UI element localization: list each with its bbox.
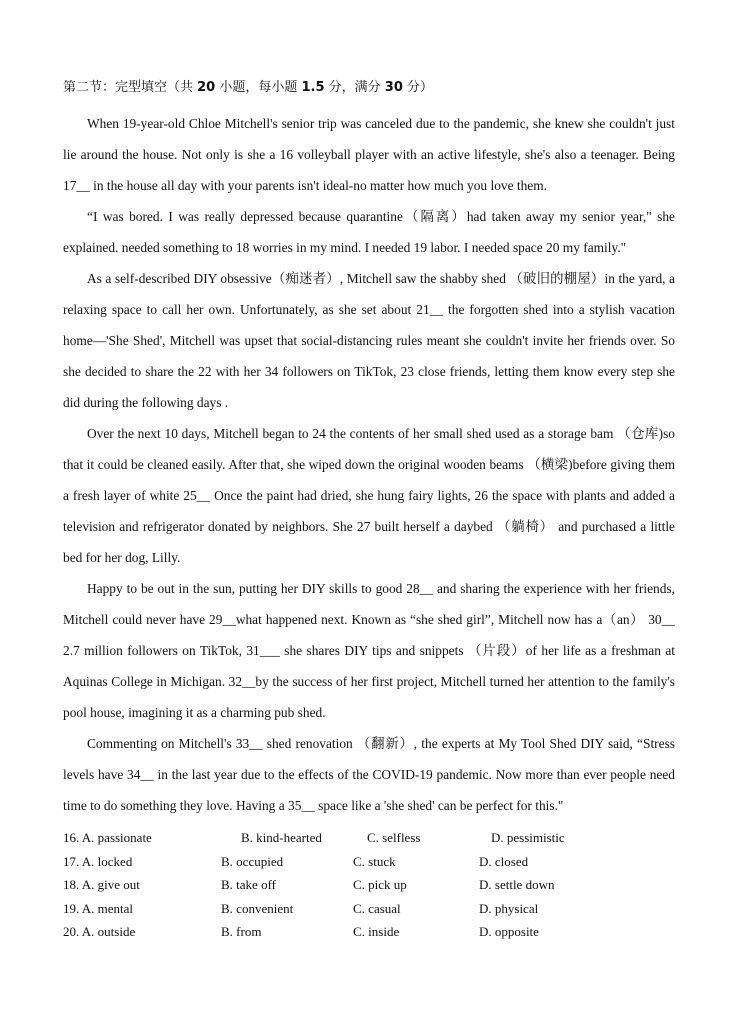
option-d: D. pessimistic [491, 830, 565, 845]
option-d: D. closed [479, 853, 529, 869]
option-b: B. take off [221, 877, 276, 892]
option-d: D. opposite [479, 924, 539, 939]
passage-paragraph-4: Over the next 10 days, Mitchell began to 24 the contents of her small shed used as a storage bam （仓库)so that it could be cleaned easily. After that, she wiped down the original wooden beams （横梁)before giving them a fresh layer of white 25__ Once the paint had dried, she hung fairy lights, 26 the space with plants and added a television and refrigerator donated by neighbors. She 27 built herself a daybed （躺椅） and purchased a little bed for her dog, Lilly. [63, 426, 675, 565]
option-a: 20. A. outside [63, 924, 136, 939]
option-c: C. selfless [367, 830, 421, 845]
option-a: 19. A. mental [63, 900, 134, 916]
option-c: C. stuck [353, 853, 396, 869]
passage-paragraph-3: As a self-described DIY obsessive（痴迷者）, Mitchell saw the shabby shed （破旧的棚屋）in the yard, a relaxing space to call her own. Unfortunately, as she set about 21__ the forgotten shed into a stylish vacation home—'She Shed', Mitchell was upset that social-distancing rules meant she couldn't invite her friends over. So she decided to share the 22 with her 34 followers on TikTok, 23 close friends, letting them know every step she did during the following days . [63, 271, 675, 410]
cloze-section [63, 78, 675, 821]
passage-paragraph-5: Happy to be out in the sun, putting her DIY skills to good 28__ and sharing the experience with her friends, Mitchell could never have 29__what happened next. Known as “she shed girl”, Mitchell now has a（an） 30__ 2.7 million followers on TikTok, 31___ she shares DIY tips and snippets （片段）of her life as a freshman at Aquinas College in Michigan. 32__by the success of her first project, Mitchell turned her attention to the family's pool house, imagining it as a charming pub shed. [63, 581, 675, 720]
question-row-16 [63, 826, 675, 850]
option-b: B. occupied [221, 853, 284, 869]
option-d: D. physical [479, 900, 539, 916]
passage-paragraph-1: When 19-year-old Chloe Mitchell's senior trip was canceled due to the pandemic, she knew she couldn't just lie around the house. Not only is she a 16 volleyball player with an active lifestyle, she's also a teenager. Being 17__ in the house all day with your parents isn't ideal-no matter how much you love them. [63, 116, 675, 193]
question-row-19 [63, 897, 675, 921]
question-row-17 [63, 850, 675, 874]
heading-count: 20 [197, 80, 216, 95]
passage-paragraph-6: Commenting on Mitchell's 33__ shed renovation （翻新）, the experts at My Tool Shed DIY said, “Stress levels have 34__ in the last year due to the effects of the COVID-19 pandemic. Now more than ever people need time to do something they love. Having a 35__ space like a 'she shed' can be perfect for this." [63, 736, 675, 813]
option-c: C. pick up [353, 877, 407, 892]
heading-mid2: 分，满分 [324, 80, 385, 95]
option-a: 18. A. give out [63, 877, 140, 892]
heading-prefix: 第二节：完型填空（共 [63, 80, 198, 95]
option-c: C. inside [353, 924, 400, 939]
option-c: C. casual [353, 900, 401, 916]
passage-paragraph-2: “I was bored. I was really depressed because quarantine（隔离）had taken away my senior year," she explained. needed something to 18 worries in my mind. I needed 19 labor. I needed space 20 my family." [63, 209, 675, 255]
option-a: 17. A. locked [63, 853, 133, 869]
option-b: B. convenient [221, 900, 294, 916]
answer-options [63, 826, 675, 944]
option-b: B. kind-hearted [241, 830, 322, 845]
option-a: 16. A. passionate [63, 830, 152, 845]
section-heading [63, 78, 675, 98]
heading-mid1: 小题，每小题 [215, 80, 302, 95]
heading-suffix: 分） [402, 80, 434, 95]
option-d: D. settle down [479, 877, 555, 892]
question-row-20 [63, 920, 675, 944]
question-row-18 [63, 873, 675, 897]
heading-points-total: 30 [384, 80, 403, 95]
heading-points-each: 1.5 [301, 80, 325, 95]
option-b: B. from [221, 924, 262, 939]
